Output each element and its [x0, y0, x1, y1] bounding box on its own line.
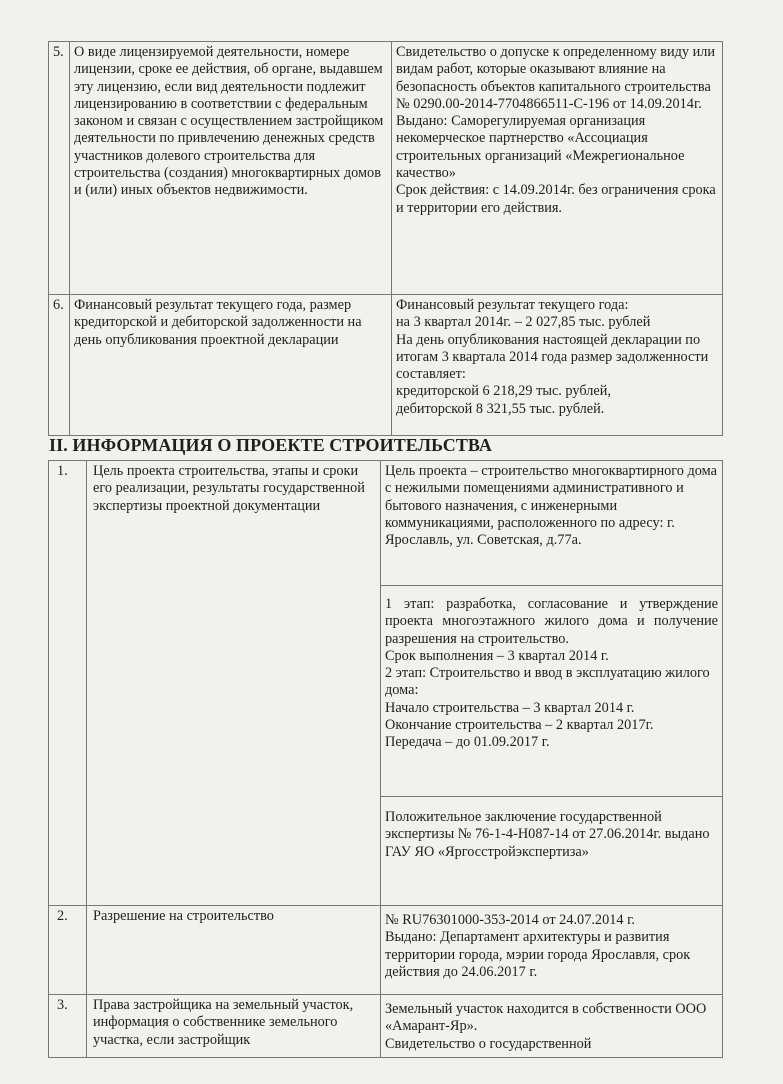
construction-start: Начало строительства – 3 квартал 2014 г. — [385, 699, 635, 716]
row-number: 5. — [49, 42, 70, 295]
row-number: 2. — [49, 906, 87, 995]
row-label: Разрешение на строительство — [87, 906, 381, 995]
project-info-table — [48, 460, 723, 1058]
row-label: О виде лицензируемой деятельности, номере лицензии, сроке ее действия, об органе, выдавшем эту лицензию, если вид деятельности подлежит лицензированию в соответствии с федеральным законом и связан с осуществлением застройщиком деятельности по привлечению денежных средств участников долевого строительства для строительства (создания) многоквартирных домов и (или) иных объектов недвижимости. — [70, 42, 392, 295]
debt-intro: На день опубликования настоящей декларации по итогам 3 квартала 2014 года размер задолженности составляет: — [396, 331, 709, 383]
row-number: 1. — [49, 461, 87, 906]
table-row — [49, 461, 723, 586]
permit-issuer: Выдано: Департамент архитектуры и развития территории города, мэрии города Ярославля, срок действия до 24.06.2017 г. — [385, 929, 691, 980]
creditor-debt: кредиторской 6 218,29 тыс. рублей, — [396, 383, 611, 400]
construction-end: Окончание строительства – 2 квартал 2017г. — [385, 717, 654, 734]
stage-1: 1 этап: разработка, согласование и утверждение проекта многоэтажного жилого дома и получение разрешения на строительство. — [385, 596, 718, 647]
land-ownership: Земельный участок находится в собственности ООО «Амарант-Яр». — [385, 1001, 707, 1035]
row-number: 3. — [49, 995, 87, 1058]
developer-info-table — [48, 41, 723, 436]
row-value — [381, 995, 723, 1058]
financial-result-value: на 3 квартал 2014г. – 2 027,85 тыс. рублей — [396, 314, 651, 331]
row-label: Финансовый результат текущего года, размер кредиторской и дебиторской задолженности на день опубликования проектной декларации — [70, 295, 392, 436]
expertise-result: Положительное заключение государственной экспертизы № 76-1-4-Н087-14 от 27.06.2014г. выдано ГАУ ЯО «Яргосстройэкспертиза» — [381, 797, 723, 906]
table-row — [49, 995, 723, 1058]
row-label: Права застройщика на земельный участок, информация о собственнике земельного участка, если застройщик — [87, 995, 381, 1058]
license-issuer: Выдано: Саморегулируемая организация некомерческое партнерство «Ассоциация строительных организаций «Межрегиональное качество» — [396, 113, 685, 182]
project-stages — [381, 586, 723, 797]
row-value — [392, 295, 723, 436]
project-goal: Цель проекта – строительство многоквартирного дома с нежилыми помещениями административного и бытового назначения, с инженерными коммуникациями, расположенного по адресу: г. Ярославль, ул. Советская, д.77а. — [381, 461, 723, 586]
stage-2: 2 этап: Строительство и ввод в эксплуатацию жилого дома: — [385, 665, 710, 699]
row-number: 6. — [49, 295, 70, 436]
financial-result-label: Финансовый результат текущего года: — [396, 297, 629, 313]
table-row — [49, 42, 723, 295]
table-row — [49, 295, 723, 436]
registration-certificate: Свидетельство о государственной — [385, 1035, 592, 1052]
debtor-debt: дебиторской 8 321,55 тыс. рублей. — [396, 400, 605, 417]
row-value — [392, 42, 723, 295]
row-label: Цель проекта строительства, этапы и сроки его реализации, результаты государственной экспертизы проектной документации — [87, 461, 381, 906]
row-value — [381, 906, 723, 995]
stage-1-term: Срок выполнения – 3 квартал 2014 г. — [385, 647, 609, 664]
table-row — [49, 906, 723, 995]
license-term: Срок действия: с 14.09.2014г. без ограничения срока и территории его действия. — [396, 182, 716, 216]
section-heading: II. ИНФОРМАЦИЯ О ПРОЕКТЕ СТРОИТЕЛЬСТВА — [49, 435, 493, 455]
permit-number: № RU76301000-353-2014 от 24.07.2014 г. — [385, 912, 635, 928]
handover-date: Передача – до 01.09.2017 г. — [385, 734, 550, 751]
license-certificate: Свидетельство о допуске к определенному виду или видам работ, которые оказывают влияние на безопасность объектов капитального строительства № 0290.00-2014-7704866511-С-196 от 14.09.2014г. — [396, 44, 716, 112]
